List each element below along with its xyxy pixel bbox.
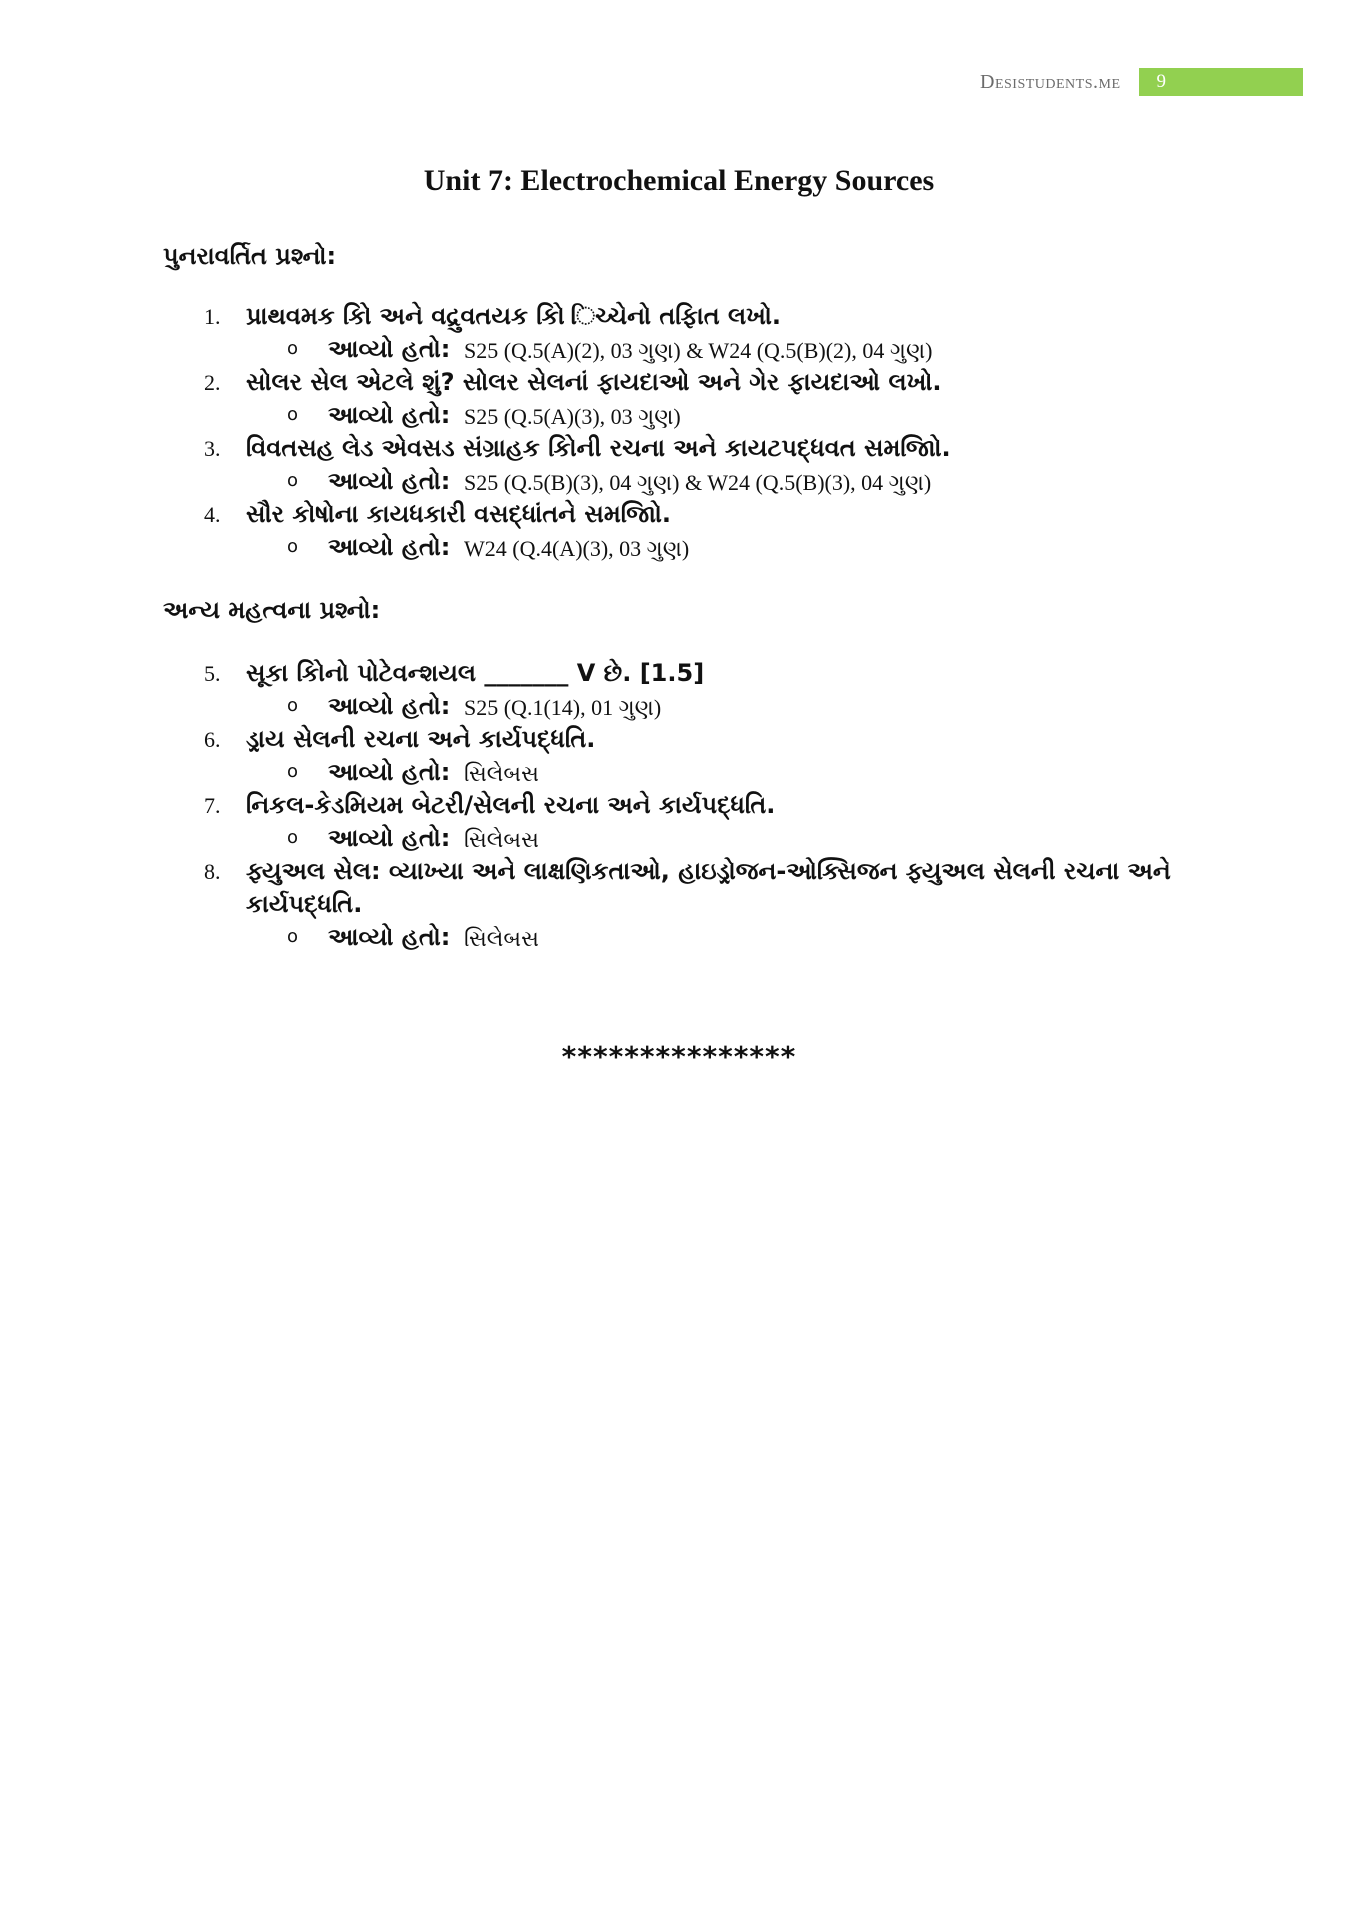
question-number: 8. bbox=[204, 859, 221, 884]
end-separator: *************** bbox=[561, 1040, 797, 1073]
repeated-questions-list bbox=[0, 300, 1358, 564]
asked-info bbox=[0, 822, 1358, 855]
bullet-icon: o bbox=[287, 695, 299, 716]
bullet-icon: o bbox=[287, 536, 299, 557]
asked-value: S25 (Q.1(14), 01 ગુણ) bbox=[464, 695, 662, 720]
asked-label: આવ્યો હતો: bbox=[328, 335, 451, 363]
question-item bbox=[0, 300, 1358, 366]
question-item bbox=[0, 498, 1358, 564]
question-text: વિવતસહ લેડ એવસડ સંગ્રાહક કોિની રચના અને કાયટપદ્ધવત સમજાિો. bbox=[246, 434, 951, 462]
question-number: 5. bbox=[204, 661, 221, 686]
asked-label: આવ્યો હતો: bbox=[328, 824, 451, 852]
asked-info bbox=[0, 921, 1358, 954]
asked-info bbox=[0, 465, 1358, 498]
page-header bbox=[980, 68, 1303, 96]
section-heading-other: અન્ય મહત્વના પ્રશ્નો: bbox=[163, 596, 381, 624]
page-number: 9 bbox=[1139, 68, 1303, 96]
asked-value: S25 (Q.5(B)(3), 04 ગુણ) & W24 (Q.5(B)(3), 04 ગુણ) bbox=[464, 470, 932, 495]
asked-info bbox=[0, 399, 1358, 432]
question-number: 7. bbox=[204, 793, 221, 818]
question-text: ડ્રાય સેલની રચના અને કાર્યપદ્ધતિ. bbox=[246, 725, 596, 753]
bullet-icon: o bbox=[287, 761, 299, 782]
question-item bbox=[0, 366, 1358, 432]
asked-label: આવ્યો હતો: bbox=[328, 533, 451, 561]
other-questions-list bbox=[0, 657, 1358, 954]
asked-value: S25 (Q.5(A)(3), 03 ગુણ) bbox=[464, 404, 681, 429]
asked-info bbox=[0, 531, 1358, 564]
asked-label: આવ્યો હતો: bbox=[328, 401, 451, 429]
question-item bbox=[0, 855, 1358, 954]
question-item bbox=[0, 723, 1358, 789]
bullet-icon: o bbox=[287, 404, 299, 425]
question-number: 4. bbox=[204, 502, 221, 527]
asked-value: W24 (Q.4(A)(3), 03 ગુણ) bbox=[464, 536, 690, 561]
asked-info bbox=[0, 333, 1358, 366]
bullet-icon: o bbox=[287, 926, 299, 947]
asked-value: સિલેબસ bbox=[464, 761, 539, 786]
question-number: 1. bbox=[204, 304, 221, 329]
asked-info bbox=[0, 690, 1358, 723]
question-item bbox=[0, 789, 1358, 855]
asked-label: આવ્યો હતો: bbox=[328, 692, 451, 720]
bullet-icon: o bbox=[287, 470, 299, 491]
asked-label: આવ્યો હતો: bbox=[328, 923, 451, 951]
asked-info bbox=[0, 756, 1358, 789]
question-text: સોલર સેલ એટલે શું? સોલર સેલનાં ફાયદાઓ અને ગેર ફાયદાઓ લખો. bbox=[246, 368, 942, 396]
question-text: પ્રાથવમક કોિ અને વદ્રુવતયક કોિ િચ્ચેનો તફાિત લખો. bbox=[246, 302, 781, 330]
question-number: 2. bbox=[204, 370, 221, 395]
question-item bbox=[0, 432, 1358, 498]
question-number: 6. bbox=[204, 727, 221, 752]
bullet-icon: o bbox=[287, 338, 299, 359]
question-item bbox=[0, 657, 1358, 723]
asked-value: સિલેબસ bbox=[464, 926, 539, 951]
question-text: સૌર કોષોના કાયધકારી વસદ્ધાંતને સમજાિો. bbox=[246, 500, 672, 528]
asked-label: આવ્યો હતો: bbox=[328, 467, 451, 495]
question-text: નિકલ-કેડમિયમ બેટરી/સેલની રચના અને કાર્યપદ્ધતિ. bbox=[246, 791, 776, 819]
section-heading-repeated: પુનરાવર્તિત પ્રશ્નો: bbox=[163, 242, 337, 270]
question-number: 3. bbox=[204, 436, 221, 461]
question-text: ફ્યુઅલ સેલ: વ્યાખ્યા અને લાક્ષણિકતાઓ, હાઇડ્રોજન-ઓક્સિજન ફ્યુઅલ સેલની રચના અને કાર્યપદ્ધતિ. bbox=[246, 857, 1171, 918]
bullet-icon: o bbox=[287, 827, 299, 848]
asked-label: આવ્યો હતો: bbox=[328, 758, 451, 786]
question-text: સૂકા કોિનો પોટેવન્શયલ _______ V છે. [1.5] bbox=[246, 659, 705, 687]
asked-value: સિલેબસ bbox=[464, 827, 539, 852]
unit-title: Unit 7: Electrochemical Energy Sources bbox=[423, 164, 935, 197]
site-name: Desistudents.me bbox=[980, 70, 1121, 93]
asked-value: S25 (Q.5(A)(2), 03 ગુણ) & W24 (Q.5(B)(2), 04 ગુણ) bbox=[464, 338, 933, 363]
